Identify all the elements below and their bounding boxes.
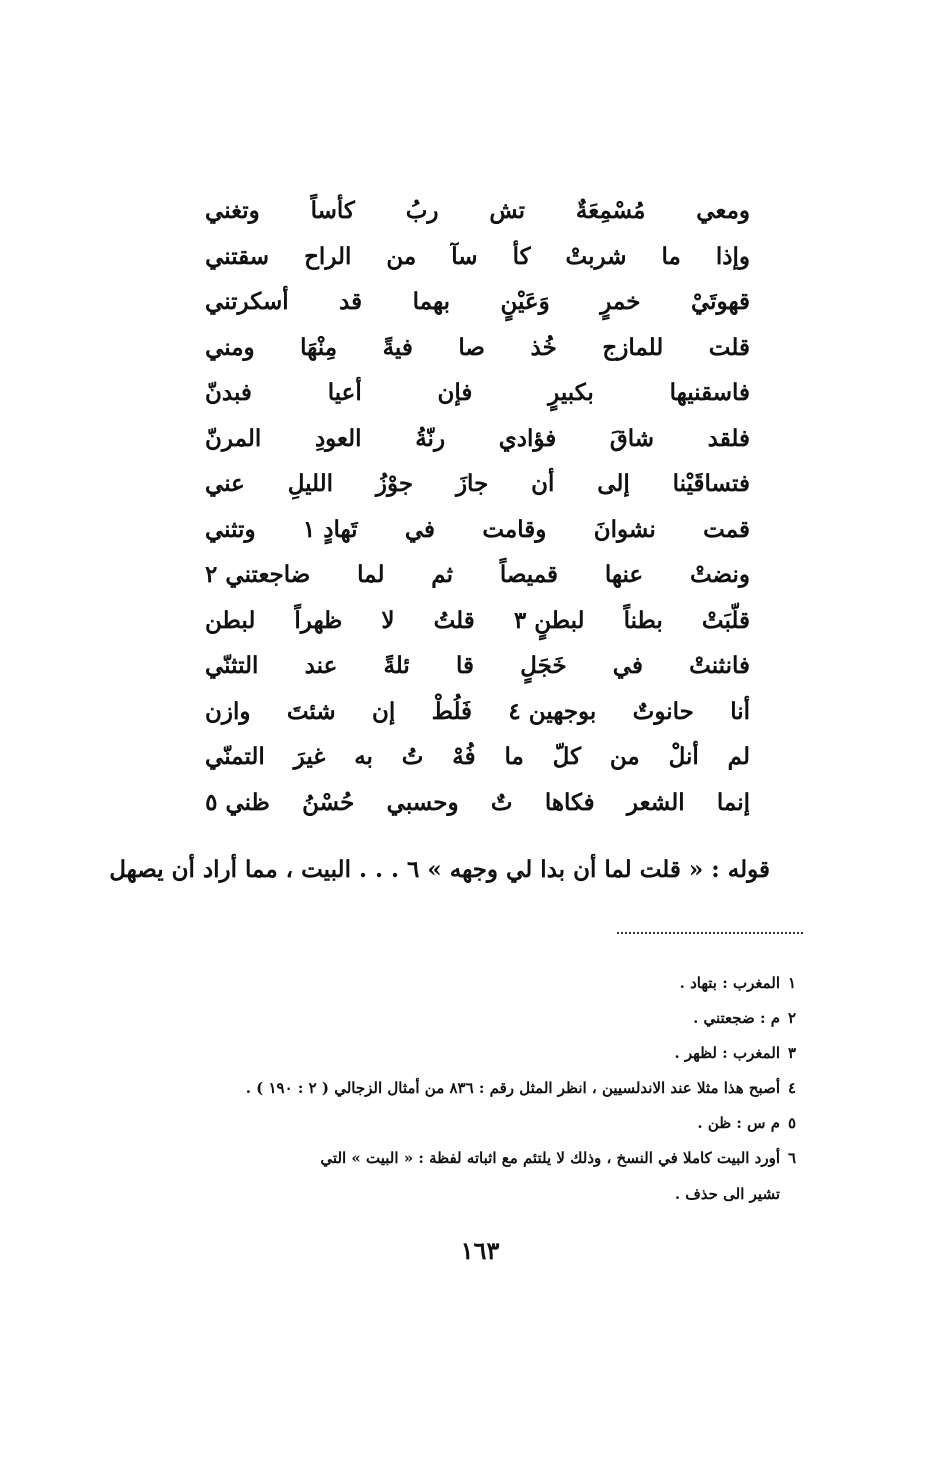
footnote-number: ٦ (787, 1149, 796, 1167)
verse-word: شئتَ (286, 697, 336, 725)
verse-word: بكبيرٍ (548, 379, 594, 407)
verse-word: في (404, 515, 436, 543)
verse-line (205, 598, 750, 644)
verse-word: أنلْ (668, 743, 699, 771)
verse-word: في (612, 652, 643, 680)
verse-word: سقتني (205, 242, 270, 270)
verse-word: الليلِ (287, 470, 334, 498)
verse-line (205, 507, 750, 553)
verse-word: رنّةُ (415, 424, 446, 452)
verse-word: تٌ (490, 788, 513, 816)
verse-word: ثم (431, 561, 453, 589)
verse-word: خمرٍ (600, 288, 641, 316)
verse-word: عني (205, 470, 245, 498)
verse-word: ظهراً (294, 606, 343, 634)
verse-word: تَهادٍ ١ (302, 515, 358, 543)
verse-word: أعيا (327, 379, 362, 407)
verse-word: ومعي (696, 197, 750, 225)
verse-word: قلتُ (433, 606, 475, 634)
verse-word: الراح (304, 242, 352, 270)
verse-word: خُذ (530, 333, 557, 361)
verse-word: قا (455, 652, 474, 680)
verse-line (205, 689, 750, 735)
verse-word: قد (339, 288, 363, 316)
footnote-number: ٥ (787, 1114, 796, 1132)
verse-line (205, 188, 750, 234)
poem (205, 188, 750, 825)
verse-line (205, 279, 750, 325)
verse-word: فإن (437, 379, 473, 407)
verse-word: عنها (604, 561, 644, 589)
verse-word: شربتْ (565, 242, 627, 270)
footnote-text-main: م : ضجعتني . (693, 1009, 780, 1027)
verse-word: خَجَلٍ (520, 652, 567, 680)
verse-word: قهوتَيْ (690, 288, 750, 316)
verse-word: إلى (597, 470, 630, 498)
verse-word: قلت (708, 333, 750, 361)
verse-word: فؤادي (498, 424, 557, 452)
verse-word: به (354, 743, 373, 771)
prose-line: قوله : « قلت لما أن بدا لي وجهه » ٦ . . . البيت ، مما أراد أن يصهل (109, 856, 770, 883)
verse-word: ربُ (405, 197, 439, 225)
verse-line (205, 780, 750, 826)
verse-word: شاقَ (609, 424, 655, 452)
verse-word: وقامت (482, 515, 547, 543)
footnote-text (140, 1007, 780, 1029)
verse-word: فانثنتْ (689, 652, 750, 680)
verse-word: ما (504, 743, 524, 771)
verse-word: تُ (401, 743, 424, 771)
footnote-text-main: أورد البيت كاملا في النسخ ، وذلك لا يلتئم مع اثباته لفظة : « البيت » التي (320, 1149, 780, 1167)
verse-word: فتساقَيْنا (672, 470, 750, 498)
footnote-text (140, 1112, 780, 1134)
footnote-text-main: أصبح هذا مثلا عند الاندلسيين ، انظر المثل رقم : ٨٣٦ من أمثال الزجالي ( ٢ : ١٩٠ ) . (245, 1079, 780, 1097)
verse-word: جازَ (455, 470, 489, 498)
verse-word: لما (357, 561, 385, 589)
verse-word: وَعَيْنٍ (500, 288, 550, 316)
verse-word: قميصاً (499, 561, 559, 589)
verse-word: فَلُطْ (431, 697, 473, 725)
verse-word: وإذا (715, 242, 750, 270)
verse-word: لبطنٍ ٣ (513, 606, 585, 634)
verse-word: كأ (512, 242, 531, 270)
verse-word: للمازج (602, 333, 664, 361)
verse-word: ما (661, 242, 681, 270)
page-number: ١٦٣ (460, 1236, 500, 1265)
verse-word: كلّ (552, 743, 582, 771)
verse-word: سآ (451, 242, 478, 270)
verse-word: عند (304, 652, 338, 680)
verse-word: قلّبَتْ (701, 606, 750, 634)
verse-word: فاسقنيها (669, 379, 750, 407)
verse-word: إن (371, 697, 396, 725)
verse-word: إنما (716, 788, 750, 816)
verse-word: بوجهين ٤ (508, 697, 597, 725)
verse-line (205, 370, 750, 416)
verse-word: التمنّي (205, 743, 265, 771)
footnote-number: ٢ (787, 1009, 796, 1027)
verse-word: حانوتٌ (632, 697, 694, 725)
verse-word: لم (727, 743, 750, 771)
verse-word: جوْزُ (375, 470, 414, 498)
verse-word: صا (458, 333, 485, 361)
verse-word: ومني (205, 333, 255, 361)
footnote-number: ١ (787, 974, 796, 992)
verse-word: فلقد (707, 424, 750, 452)
verse-word: فُهْ (452, 743, 476, 771)
footnotes (140, 972, 796, 1205)
verse-word: لبطن (205, 606, 256, 634)
verse-word: مُسْمِعَةٌ (575, 197, 646, 225)
verse-line (205, 325, 750, 371)
verse-word: ضاجعتني ٢ (205, 561, 311, 589)
footnote (140, 972, 796, 1007)
footnote (140, 1112, 796, 1147)
verse-word: وتغني (205, 197, 260, 225)
verse-word: لا (381, 606, 395, 634)
verse-word: فكاها (544, 788, 595, 816)
verse-word: أنا (730, 697, 750, 725)
verse-word: مِنْهَا (300, 333, 338, 361)
verse-word: التثنّي (205, 652, 259, 680)
footnote (140, 1077, 796, 1112)
verse-line (205, 461, 750, 507)
verse-word: فيةً (382, 333, 413, 361)
footnote-text-main: المغرب : بتهاد . (679, 974, 780, 992)
footnote-separator (617, 932, 803, 934)
verse-line (205, 643, 750, 689)
footnote-number: ٤ (787, 1079, 796, 1097)
verse-word: بهما (412, 288, 450, 316)
verse-word: قمت (703, 515, 750, 543)
verse-word: من (386, 242, 417, 270)
footnote-number: ٣ (787, 1044, 796, 1062)
verse-word: أن (531, 470, 555, 498)
verse-word: تش (489, 197, 526, 225)
verse-word: نشوانَ (593, 515, 656, 543)
verse-word: وحسبي (386, 788, 459, 816)
verse-word: أسكرتني (205, 288, 289, 316)
verse-word: فبدنّ (205, 379, 252, 407)
verse-word: ئلةً (383, 652, 410, 680)
verse-word: ونضتْ (689, 561, 750, 589)
footnote-text-main: المغرب : لظهر . (674, 1044, 780, 1062)
footnote-text-main: م س : ظن . (697, 1114, 780, 1132)
footnote (140, 1042, 796, 1077)
verse-word: حُسْنُ (302, 788, 355, 816)
verse-word: كأساً (310, 197, 355, 225)
verse-word: من (609, 743, 640, 771)
verse-word: وتثني (205, 515, 256, 543)
footnote-text (140, 1077, 780, 1099)
verse-line (205, 552, 750, 598)
footnote-text (140, 1147, 780, 1205)
footnote-text (140, 1042, 780, 1064)
footnote-text-continuation: تشير الى حذف . (674, 1185, 780, 1203)
footnote (140, 1147, 796, 1205)
verse-word: الشعر (626, 788, 685, 816)
verse-word: وازن (205, 697, 251, 725)
footnote-text (140, 972, 780, 994)
verse-line (205, 416, 750, 462)
verse-word: غيرَ (293, 743, 326, 771)
verse-line (205, 234, 750, 280)
verse-word: العودِ (314, 424, 362, 452)
verse-line (205, 734, 750, 780)
verse-word: بطناً (623, 606, 663, 634)
verse-word: ظني ٥ (205, 788, 270, 816)
footnote (140, 1007, 796, 1042)
verse-word: المرنّ (205, 424, 262, 452)
